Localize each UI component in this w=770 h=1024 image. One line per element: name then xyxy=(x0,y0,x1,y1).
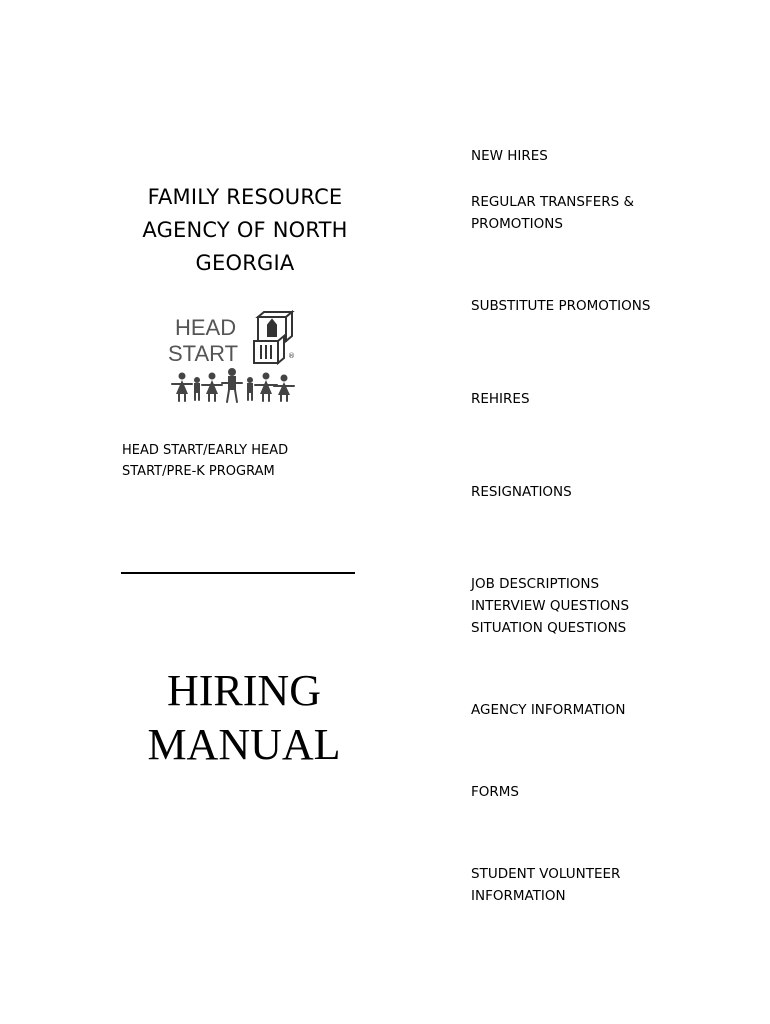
section-resignations[interactable] xyxy=(471,481,761,503)
family-silhouettes-icon xyxy=(172,368,294,402)
section-agency-information[interactable] xyxy=(471,699,761,721)
manual-title-line-2: MANUAL xyxy=(147,720,341,769)
organization-title-line-3: GEORGIA xyxy=(195,251,295,275)
section-label: STUDENT VOLUNTEER xyxy=(471,866,621,882)
section-label: INFORMATION xyxy=(471,888,566,904)
section-regular-transfers-promotions[interactable] xyxy=(471,191,761,235)
divider-line xyxy=(121,572,355,574)
section-label: SUBSTITUTE PROMOTIONS xyxy=(471,298,651,314)
section-label: REHIRES xyxy=(471,391,530,407)
section-new-hires[interactable] xyxy=(471,145,761,167)
organization-title-line-1: FAMILY RESOURCE xyxy=(147,185,343,209)
section-label: INTERVIEW QUESTIONS xyxy=(471,598,630,614)
section-job-descriptions-questions[interactable] xyxy=(471,573,761,639)
logo-start-text: START xyxy=(168,341,239,366)
head-start-logo xyxy=(160,310,310,410)
section-rehires[interactable] xyxy=(471,388,761,410)
section-label: JOB DESCRIPTIONS xyxy=(471,576,600,592)
organization-title-line-2: AGENCY OF NORTH xyxy=(142,218,348,242)
section-label: PROMOTIONS xyxy=(471,216,563,232)
section-student-volunteer-information[interactable] xyxy=(471,863,761,907)
program-name-line-1: HEAD START/EARLY HEAD xyxy=(122,443,289,458)
blocks-icon xyxy=(254,312,292,363)
section-label: SITUATION QUESTIONS xyxy=(471,620,627,636)
program-name xyxy=(122,440,362,482)
section-label: REGULAR TRANSFERS & xyxy=(471,194,635,210)
section-substitute-promotions[interactable] xyxy=(471,295,761,317)
section-label: FORMS xyxy=(471,784,519,800)
program-name-line-2: START/PRE-K PROGRAM xyxy=(122,464,275,479)
registered-mark: ® xyxy=(288,352,295,360)
section-forms[interactable] xyxy=(471,781,761,803)
organization-title xyxy=(100,181,390,280)
manual-title-line-1: HIRING xyxy=(167,666,321,715)
manual-title xyxy=(104,664,384,772)
section-label: RESIGNATIONS xyxy=(471,484,572,500)
logo-head-text: HEAD xyxy=(175,315,237,340)
section-label: AGENCY INFORMATION xyxy=(471,702,626,718)
head-start-logo-graphic xyxy=(160,310,310,410)
section-label: NEW HIRES xyxy=(471,148,548,164)
